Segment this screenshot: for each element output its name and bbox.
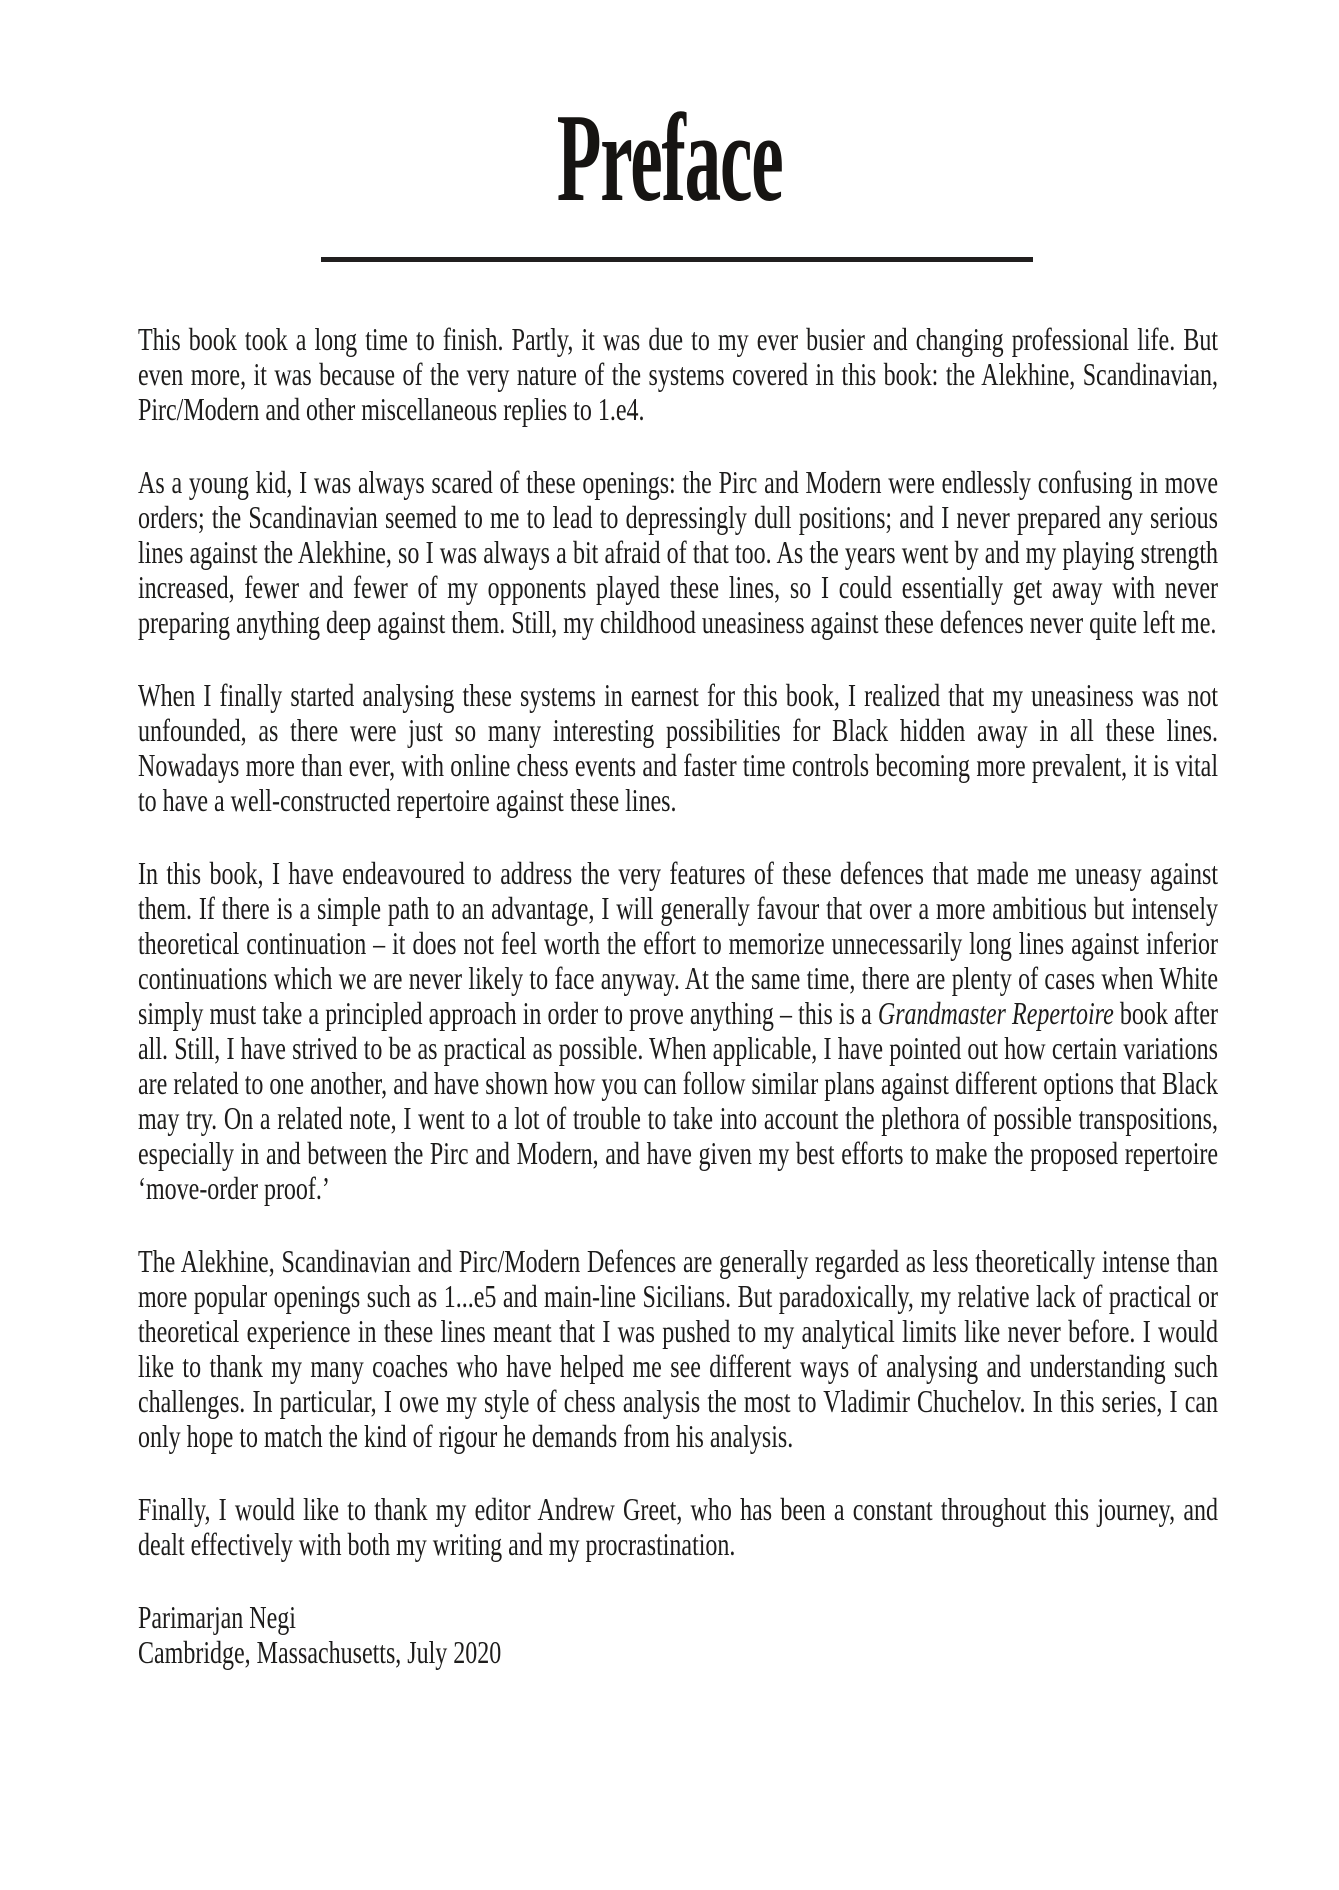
paragraph-2-text: As a young kid, I was always scared of these openings: the Pirc and Modern were endlessly confusing in move orders; the Scandinavian seemed to me to lead to depressingly dull positions; and I never prepared any serious lines against the Alekhine, so I was always a bit afraid of that too. As the years went by and my playing strength increased, fewer and fewer of my opponents played these lines, so I could essentially get away with never preparing anything deep against them. Still, my childhood uneasiness against these defences never quite left me.	[138, 464, 1218, 640]
paragraph-4-text-start: In this book, I have endeavoured to address the very features of these defences that made me uneasy against them. If there is a simple path to an advantage, I will generally favour that over a more ambitious but intensely theoretical continuation – it does not feel worth the effort to memorize unnecessarily long lines against inferior continuations which we are never likely to face anyway. At the same time, there are plenty of cases when White simply must take a principled approach in order to prove anything – this is a	[138, 855, 1218, 1031]
paragraph-4-text-end: book after all. Still, I have strived to be as practical as possible. When applicable, I have pointed out how certain variations are related to one another, and have shown how you can follow similar plans against different options that Black may try. On a related note, I went to a lot of trouble to take into account the plethora of possible transpositions, especially in and between the Pirc and Modern, and have given my best efforts to make the proposed repertoire ‘move-order proof.’	[138, 995, 1219, 1206]
signature-place-date: Cambridge, Massachusetts, July 2020	[138, 1634, 502, 1670]
page-title-text: Preface	[556, 89, 783, 228]
paragraph-5	[138, 1244, 1218, 1454]
preface-body	[138, 322, 1218, 1670]
title-divider-rule	[321, 257, 1033, 262]
signature-block	[138, 1600, 1218, 1670]
paragraph-1-text: This book took a long time to finish. Partly, it was due to my ever busier and changing professional life. But even more, it was because of the very nature of the systems covered in this book: the Alekhine, Scandinavian, Pirc/Modern and other miscellaneous replies to 1.e4.	[138, 321, 1218, 427]
paragraph-1	[138, 322, 1218, 427]
book-series-title: Grandmaster Repertoire	[877, 995, 1114, 1031]
paragraph-3	[138, 678, 1218, 818]
paragraph-3-text: When I finally started analysing these systems in earnest for this book, I realized that my uneasiness was not unfounded, as there were just so many interesting possibilities for Black hidden away in all these lines. Nowadays more than ever, with online chess events and faster time controls becoming more prevalent, it is vital to have a well-constructed repertoire against these lines.	[138, 677, 1218, 818]
author-name: Parimarjan Negi	[138, 1599, 296, 1635]
paragraph-6-text: Finally, I would like to thank my editor Andrew Greet, who has been a constant throughout this journey, and dealt effectively with both my writing and my procrastination.	[138, 1491, 1218, 1562]
paragraph-2	[138, 465, 1218, 640]
paragraph-5-text: The Alekhine, Scandinavian and Pirc/Modern Defences are generally regarded as less theoretically intense than more popular openings such as 1...e5 and main-line Sicilians. But paradoxically, my relative lack of practical or theoretical experience in these lines meant that I was pushed to my analytical limits like never before. I would like to thank my many coaches who have helped me see different ways of analysing and understanding such challenges. In particular, I owe my style of chess analysis the most to Vladimir Chuchelov. In this series, I can only hope to match the kind of rigour he demands from his analysis.	[138, 1243, 1218, 1454]
page-title	[0, 89, 1339, 228]
paragraph-6	[138, 1492, 1218, 1562]
paragraph-4	[138, 856, 1218, 1206]
